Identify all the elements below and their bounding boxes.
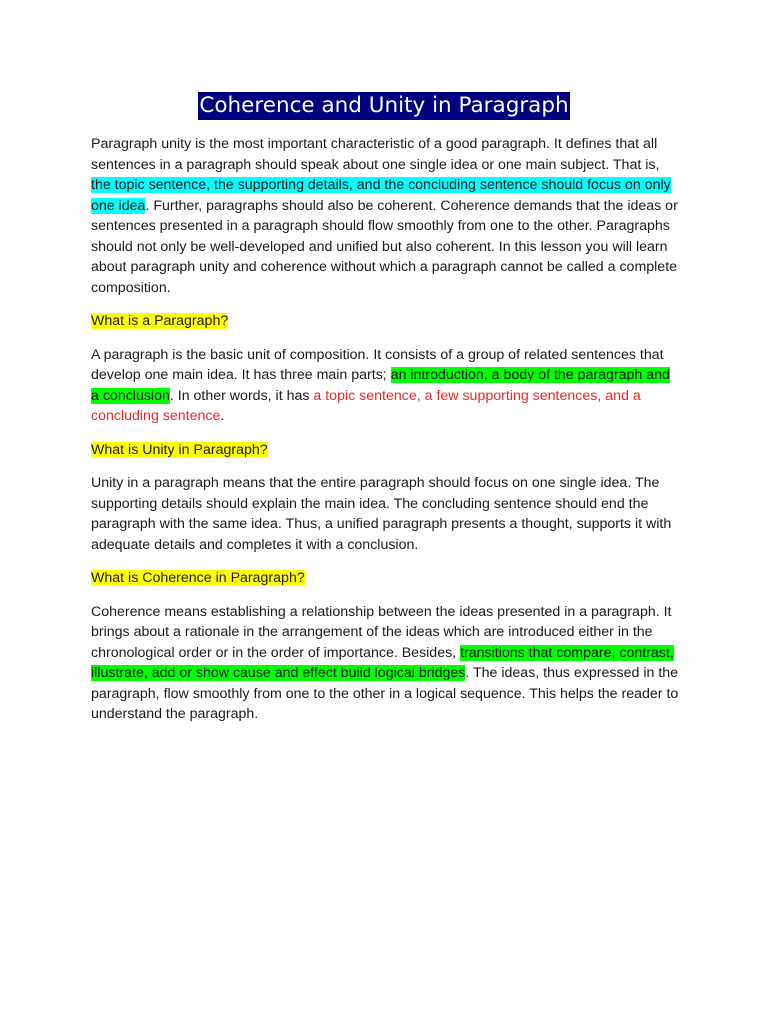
section1-green-highlight: an introduction, a body of the paragraph and a conclusion	[91, 367, 670, 404]
section1-red-text: a topic sentence, a few supporting sentences, and a concluding sentence	[91, 387, 641, 424]
section1-heading-line	[91, 311, 681, 332]
section2-heading-line	[91, 440, 681, 461]
intro-text-2: . Further, paragraphs should also be coherent. Coherence demands that the ideas or sentences presented in a paragraph should flow smoothly from one to the other. Paragraphs should not only be well-developed and unified but also coherent. In this lesson you will learn about paragraph unity and coherence without which a paragraph cannot be called a complete composition.	[91, 197, 678, 296]
section1-text-1: A paragraph is the basic unit of composition. It consists of a group of related sentences that develop one main idea. It has three main parts;	[91, 346, 664, 383]
section3-heading-line	[91, 568, 681, 589]
section1-paragraph	[91, 345, 681, 427]
title-container	[0, 92, 768, 120]
section3-text-1: Coherence means establishing a relationship between the ideas presented in a paragraph. It brings about a rationale in the arrangement of the ideas which are introduced either in the chronological order or in the order of importance. Besides,	[91, 603, 672, 661]
section3-paragraph	[91, 602, 681, 725]
document-title: Coherence and Unity in Paragraph	[199, 93, 569, 118]
section1-heading: What is a Paragraph?	[91, 313, 229, 329]
section1-text-2: . In other words, it has	[169, 387, 314, 404]
document-body	[91, 134, 681, 738]
intro-text-1: Paragraph unity is the most important characteristic of a good paragraph. It defines that all sentences in a paragraph should speak about one single idea or one main subject. That is,	[91, 136, 660, 173]
section3-heading: What is Coherence in Paragraph?	[91, 570, 305, 586]
section3-green-highlight: transitions that compare, contrast, illustrate, add or show cause and effect build logical bridges	[91, 644, 674, 681]
section3-text-2: . The ideas, thus expressed in the paragraph, flow smoothly from one to the other in a logical sequence. This helps the reader to understand the paragraph.	[91, 665, 679, 722]
intro-paragraph	[91, 134, 681, 298]
section1-text-3: .	[220, 408, 225, 424]
section2-paragraph: Unity in a paragraph means that the entire paragraph should focus on one single idea. The supporting details should explain the main idea. The concluding sentence should end the paragraph with the same idea. Thus, a unified paragraph presents a thought, supports it with adequate details and completes it with a conclusion.	[91, 475, 672, 553]
intro-cyan-highlight: the topic sentence, the supporting details, and the concluding sentence should focus on only one idea	[91, 177, 671, 214]
section2-heading: What is Unity in Paragraph?	[91, 441, 268, 458]
